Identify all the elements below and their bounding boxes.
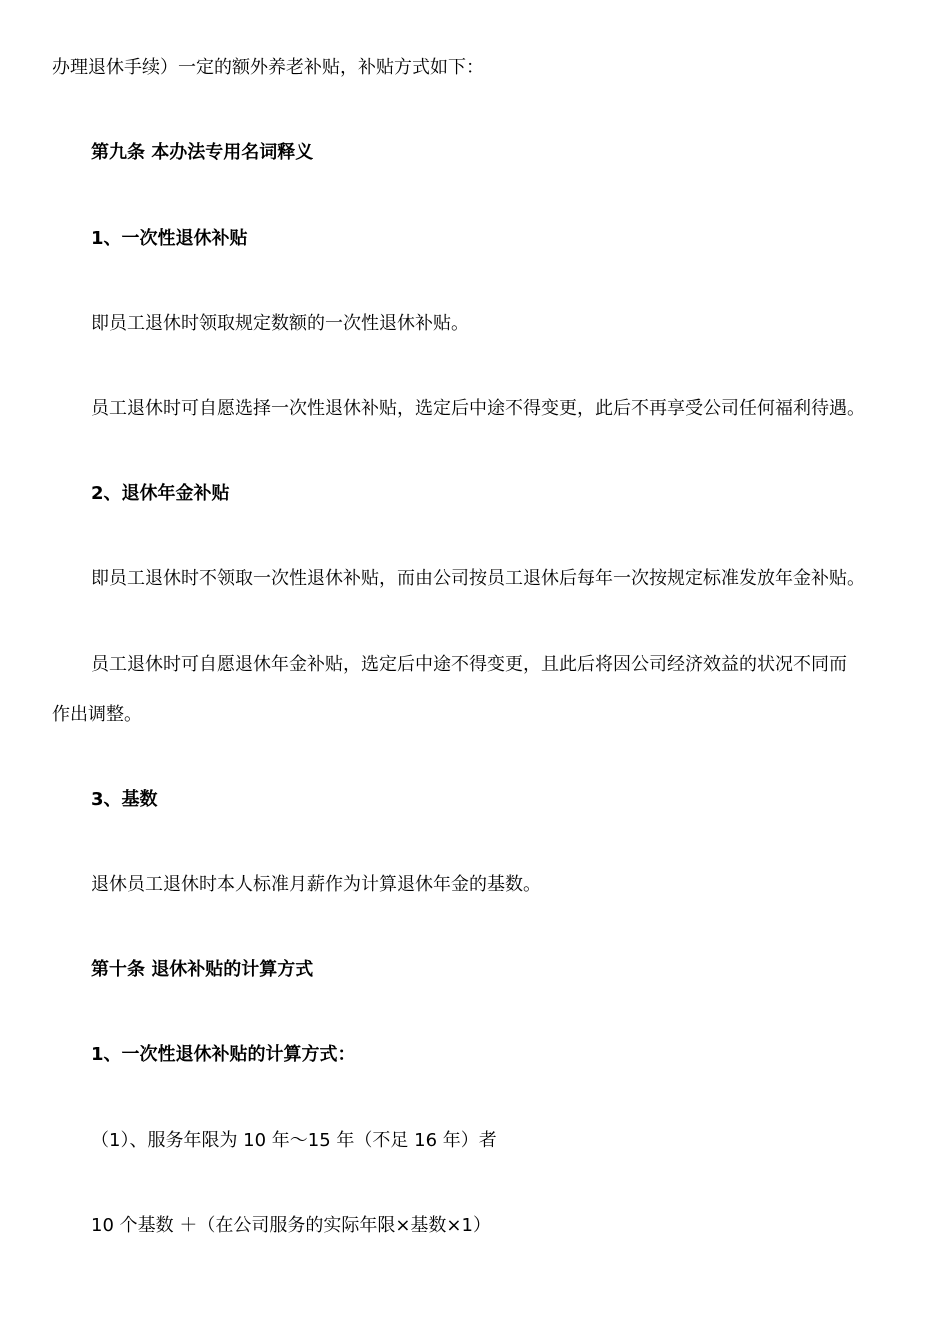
paragraph-lump-sum-definition: 即员工退休时领取规定数额的一次性退休补贴。: [91, 313, 469, 334]
paragraph-lump-sum-choice: 员工退休时可自愿选择一次性退休补贴，选定后中途不得变更，此后不再享受公司任何福利待遇。: [91, 398, 865, 419]
paragraph-formula: 10 个基数 ＋（在公司服务的实际年限×基数×1）: [91, 1215, 491, 1236]
paragraph-continuation: 办理退休手续）一定的额外养老补贴，补贴方式如下：: [52, 57, 484, 78]
section-heading-lump-sum-calculation: 1、一次性退休补贴的计算方式：: [91, 1044, 356, 1065]
section-heading-base: 3、基数: [91, 789, 158, 810]
article-10-heading: 第十条 退休补贴的计算方式: [91, 959, 314, 980]
paragraph-base-definition: 退休员工退休时本人标准月薪作为计算退休年金的基数。: [91, 874, 541, 895]
paragraph-annuity-choice: 员工退休时可自愿退休年金补贴，选定后中途不得变更，且此后将因公司经济效益的状况不同而: [91, 654, 847, 675]
section-heading-annuity: 2、退休年金补贴: [91, 483, 230, 504]
section-heading-lump-sum: 1、一次性退休补贴: [91, 228, 248, 249]
paragraph-annuity-choice-continued: 作出调整。: [52, 704, 142, 725]
article-9-heading: 第九条 本办法专用名词释义: [91, 142, 314, 163]
paragraph-annuity-definition: 即员工退休时不领取一次性退休补贴，而由公司按员工退休后每年一次按规定标准发放年金补贴。: [91, 568, 865, 589]
paragraph-service-years-rule: （1）、服务年限为 10 年～15 年（不足 16 年）者: [91, 1130, 497, 1151]
